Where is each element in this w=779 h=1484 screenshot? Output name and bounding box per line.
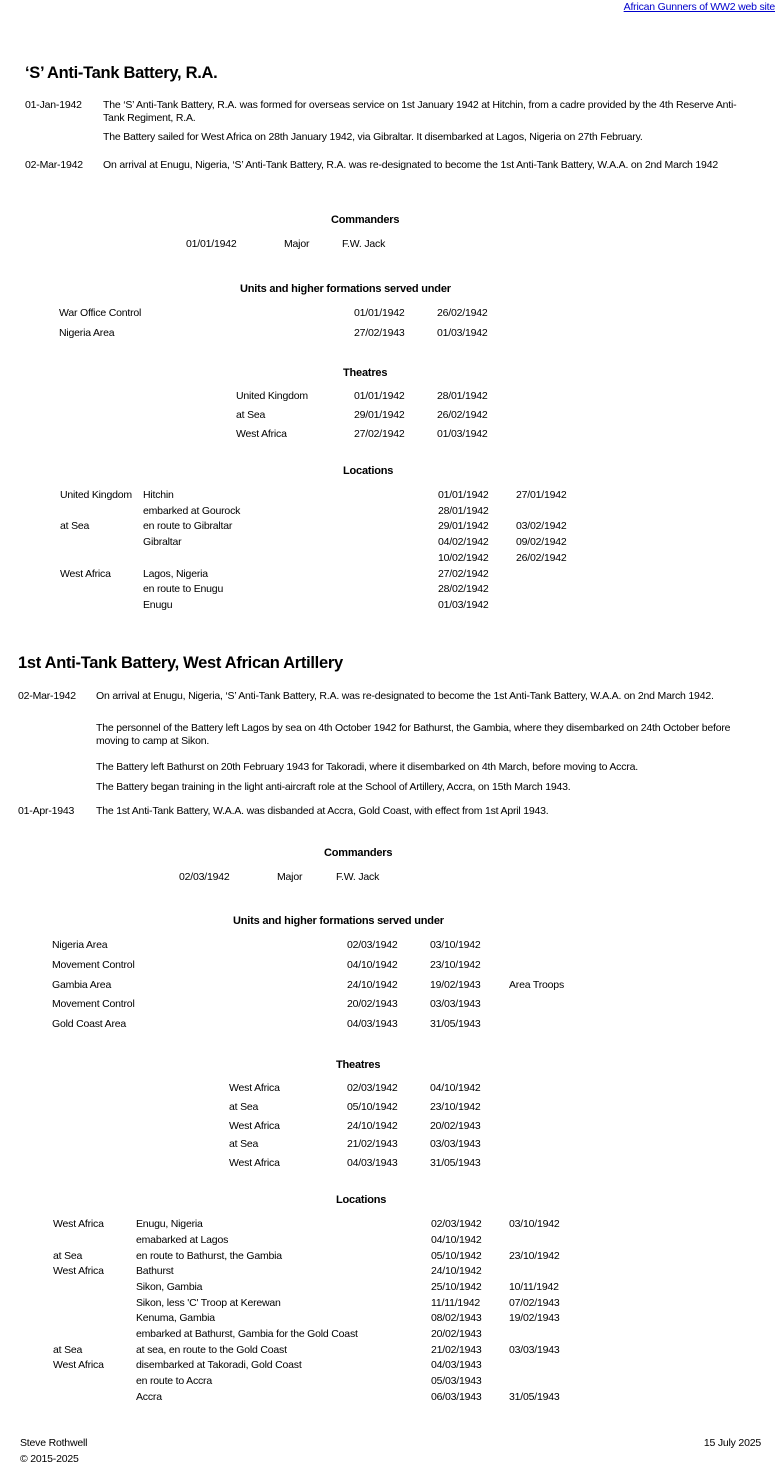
location-place: en route to Accra xyxy=(136,1375,212,1387)
location-region: West Africa xyxy=(53,1218,104,1230)
location-region: at Sea xyxy=(53,1250,83,1262)
unit-name: Gold Coast Area xyxy=(52,1018,127,1030)
location-place: embarked at Bathurst, Gambia for the Gold Coast xyxy=(136,1328,358,1340)
commanders-heading: Commanders xyxy=(324,847,393,859)
theatre-from: 21/02/1943 xyxy=(347,1138,398,1150)
entry-paragraph: The ‘S’ Anti-Tank Battery, R.A. was formed for overseas service on 1st January 1942 at Hitchin, from a cadre provided by the 4th Reserve Anti-Tank Regiment, R.A. xyxy=(103,99,737,124)
commander-name: F.W. Jack xyxy=(336,871,380,883)
location-place: Gibraltar xyxy=(143,536,182,548)
theatre-to: 26/02/1942 xyxy=(437,409,488,421)
theatre-name: at Sea xyxy=(229,1101,259,1113)
unit-to: 03/10/1942 xyxy=(430,939,481,951)
entry-paragraph: The personnel of the Battery left Lagos by sea on 4th October 1942 for Bathurst, the Gambia, where they disembarked on 24th October before moving to camp at Sikon. xyxy=(96,722,731,747)
location-from: 20/02/1943 xyxy=(431,1328,482,1340)
location-region: West Africa xyxy=(53,1359,104,1371)
theatres-heading: Theatres xyxy=(343,367,388,379)
unit-from: 20/02/1943 xyxy=(347,998,398,1010)
units-heading: Units and higher formations served under xyxy=(233,915,444,927)
location-place: Kenuma, Gambia xyxy=(136,1312,215,1324)
theatre-to: 01/03/1942 xyxy=(437,428,488,440)
entry-date: 02-Mar-1942 xyxy=(18,690,76,702)
location-place: emabarked at Lagos xyxy=(136,1234,229,1246)
location-from: 02/03/1942 xyxy=(431,1218,482,1230)
location-place: Accra xyxy=(136,1391,162,1403)
locations-heading: Locations xyxy=(343,465,394,477)
theatre-to: 03/03/1943 xyxy=(430,1138,481,1150)
location-from: 11/11/1942 xyxy=(431,1297,480,1309)
theatre-to: 31/05/1943 xyxy=(430,1157,481,1169)
theatre-to: 28/01/1942 xyxy=(437,390,488,402)
entry-paragraph: On arrival at Enugu, Nigeria, ‘S’ Anti-Tank Battery, R.A. was re-designated to become the 1st Anti-Tank Battery, W.A.A. on 2nd March 1942. xyxy=(96,690,714,702)
theatre-to: 20/02/1943 xyxy=(430,1120,481,1132)
location-region: United Kingdom xyxy=(60,489,132,501)
location-from: 06/03/1943 xyxy=(431,1391,482,1403)
theatre-name: at Sea xyxy=(229,1138,259,1150)
entry-date: 01-Apr-1943 xyxy=(18,805,75,817)
commander-rank: Major xyxy=(277,871,303,883)
theatre-name: West Africa xyxy=(236,428,287,440)
unit-to: 19/02/1943 xyxy=(430,979,481,991)
location-place: en route to Bathurst, the Gambia xyxy=(136,1250,282,1262)
theatre-from: 04/03/1943 xyxy=(347,1157,398,1169)
location-place: en route to Gibraltar xyxy=(143,520,233,532)
commander-rank: Major xyxy=(284,238,310,250)
locations-heading: Locations xyxy=(336,1194,387,1206)
commander-name: F.W. Jack xyxy=(342,238,386,250)
unit-from: 04/03/1943 xyxy=(347,1018,398,1030)
location-region: at Sea xyxy=(60,520,90,532)
theatre-name: at Sea xyxy=(236,409,266,421)
location-place: disembarked at Takoradi, Gold Coast xyxy=(136,1359,302,1371)
site-link[interactable]: African Gunners of WW2 web site xyxy=(623,1,775,13)
location-to: 26/02/1942 xyxy=(516,552,567,564)
location-to: 23/10/1942 xyxy=(509,1250,560,1262)
location-from: 25/10/1942 xyxy=(431,1281,482,1293)
location-place: Hitchin xyxy=(143,489,174,501)
location-place: Enugu xyxy=(143,599,173,611)
location-to: 19/02/1943 xyxy=(509,1312,560,1324)
location-place: Lagos, Nigeria xyxy=(143,568,208,580)
unit-name: Movement Control xyxy=(52,998,135,1010)
location-to: 03/02/1942 xyxy=(516,520,567,532)
location-from: 01/01/1942 xyxy=(438,489,489,501)
unit-to: 03/03/1943 xyxy=(430,998,481,1010)
theatre-name: United Kingdom xyxy=(236,390,308,402)
unit-to: 01/03/1942 xyxy=(437,327,488,339)
location-to: 31/05/1943 xyxy=(509,1391,560,1403)
location-from: 04/02/1942 xyxy=(438,536,489,548)
location-to: 10/11/1942 xyxy=(509,1281,559,1293)
location-to: 27/01/1942 xyxy=(516,489,567,501)
unit-to: 26/02/1942 xyxy=(437,307,488,319)
footer-copyright: © 2015-2025 xyxy=(20,1453,79,1465)
unit-name: Nigeria Area xyxy=(59,327,115,339)
location-place: embarked at Gourock xyxy=(143,505,241,517)
unit-from: 02/03/1942 xyxy=(347,939,398,951)
location-from: 29/01/1942 xyxy=(438,520,489,532)
location-place: Bathurst xyxy=(136,1265,174,1277)
location-from: 21/02/1943 xyxy=(431,1344,482,1356)
theatre-from: 27/02/1942 xyxy=(354,428,405,440)
location-to: 07/02/1943 xyxy=(509,1297,560,1309)
section-title: 1st Anti-Tank Battery, West African Artillery xyxy=(18,654,343,672)
unit-from: 24/10/1942 xyxy=(347,979,398,991)
unit-to: 23/10/1942 xyxy=(430,959,481,971)
theatre-from: 01/01/1942 xyxy=(354,390,405,402)
unit-to: 31/05/1943 xyxy=(430,1018,481,1030)
unit-from: 01/01/1942 xyxy=(354,307,405,319)
unit-name: Movement Control xyxy=(52,959,135,971)
location-place: Sikon, less 'C' Troop at Kerewan xyxy=(136,1297,281,1309)
entry-date: 02-Mar-1942 xyxy=(25,159,83,171)
unit-name: Nigeria Area xyxy=(52,939,108,951)
location-from: 27/02/1942 xyxy=(438,568,489,580)
unit-name: War Office Control xyxy=(59,307,142,319)
location-from: 05/10/1942 xyxy=(431,1250,482,1262)
location-to: 09/02/1942 xyxy=(516,536,567,548)
location-region: at Sea xyxy=(53,1344,83,1356)
entry-paragraph: On arrival at Enugu, Nigeria, ‘S’ Anti-Tank Battery, R.A. was re-designated to become the 1st Anti-Tank Battery, W.A.A. on 2nd March 1942 xyxy=(103,159,718,171)
entry-paragraph: The 1st Anti-Tank Battery, W.A.A. was disbanded at Accra, Gold Coast, with effect from 1st April 1943. xyxy=(96,805,549,817)
location-place: Sikon, Gambia xyxy=(136,1281,203,1293)
location-to: 03/03/1943 xyxy=(509,1344,560,1356)
theatre-from: 05/10/1942 xyxy=(347,1101,398,1113)
entry-date: 01-Jan-1942 xyxy=(25,99,82,111)
unit-from: 27/02/1943 xyxy=(354,327,405,339)
entry-paragraph: The Battery began training in the light anti-aircraft role at the School of Artillery, Accra, on 15th March 1943. xyxy=(96,781,571,793)
location-region: West Africa xyxy=(53,1265,104,1277)
theatre-from: 02/03/1942 xyxy=(347,1082,398,1094)
commanders-heading: Commanders xyxy=(331,214,400,226)
location-from: 01/03/1942 xyxy=(438,599,489,611)
theatre-name: West Africa xyxy=(229,1157,280,1169)
location-from: 08/02/1943 xyxy=(431,1312,482,1324)
unit-name: Gambia Area xyxy=(52,979,112,991)
location-region: West Africa xyxy=(60,568,111,580)
footer-date: 15 July 2025 xyxy=(703,1437,761,1449)
location-from: 05/03/1943 xyxy=(431,1375,482,1387)
location-from: 04/10/1942 xyxy=(431,1234,482,1246)
entry-paragraph: The Battery left Bathurst on 20th February 1943 for Takoradi, where it disembarked on 4th March, before moving to Accra. xyxy=(96,761,638,773)
theatre-name: West Africa xyxy=(229,1120,280,1132)
unit-note: Area Troops xyxy=(509,979,564,991)
footer-author: Steve Rothwell xyxy=(20,1437,88,1449)
location-place: en route to Enugu xyxy=(143,583,224,595)
theatre-name: West Africa xyxy=(229,1082,280,1094)
location-from: 24/10/1942 xyxy=(431,1265,482,1277)
location-place: Enugu, Nigeria xyxy=(136,1218,203,1230)
commander-date: 02/03/1942 xyxy=(179,871,230,883)
commander-date: 01/01/1942 xyxy=(186,238,237,250)
theatre-from: 24/10/1942 xyxy=(347,1120,398,1132)
location-from: 28/02/1942 xyxy=(438,583,489,595)
location-from: 04/03/1943 xyxy=(431,1359,482,1371)
theatre-from: 29/01/1942 xyxy=(354,409,405,421)
location-from: 28/01/1942 xyxy=(438,505,489,517)
theatres-heading: Theatres xyxy=(336,1059,381,1071)
theatre-to: 23/10/1942 xyxy=(430,1101,481,1113)
units-heading: Units and higher formations served under xyxy=(240,283,451,295)
theatre-to: 04/10/1942 xyxy=(430,1082,481,1094)
section-title: ‘S’ Anti-Tank Battery, R.A. xyxy=(25,64,218,82)
location-to: 03/10/1942 xyxy=(509,1218,560,1230)
unit-from: 04/10/1942 xyxy=(347,959,398,971)
location-from: 10/02/1942 xyxy=(438,552,489,564)
location-place: at sea, en route to the Gold Coast xyxy=(136,1344,287,1356)
entry-paragraph: The Battery sailed for West Africa on 28th January 1942, via Gibraltar. It disembarked at Lagos, Nigeria on 27th February. xyxy=(103,131,643,143)
